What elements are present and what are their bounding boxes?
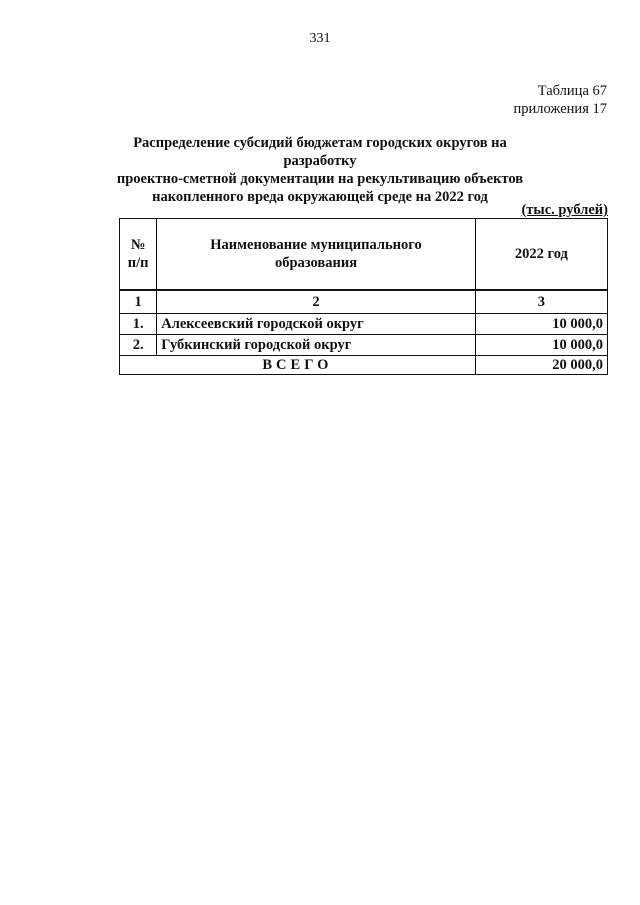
column-index-1: 1: [120, 290, 157, 314]
column-index-row: [120, 290, 608, 314]
subsidies-table: [119, 218, 608, 375]
municipality-name: Губкинский городской округ: [157, 335, 476, 356]
column-index-2: 2: [157, 290, 476, 314]
header-row: [120, 219, 608, 291]
units-label: (тыс. рублей): [521, 202, 608, 218]
table-reference-line1: Таблица 67: [537, 83, 607, 99]
table-row: [120, 335, 608, 356]
document-title: [100, 134, 540, 206]
document-title-line2: проектно-сметной документации на рекультивацию объектов: [116, 171, 524, 187]
total-row: [120, 356, 608, 375]
header-name: [157, 219, 476, 291]
total-label: ВСЕГО: [120, 356, 476, 375]
total-value: 20 000,0: [475, 356, 607, 375]
table-reference: [514, 82, 607, 118]
row-number: 1.: [120, 314, 157, 335]
page-number: 331: [309, 31, 331, 46]
document-title-line3: накопленного вреда окружающей среде на 2022 год: [152, 189, 488, 205]
subsidy-value: 10 000,0: [475, 314, 607, 335]
column-index-3: 3: [475, 290, 607, 314]
subsidy-value: 10 000,0: [475, 335, 607, 356]
municipality-name: Алексеевский городской округ: [157, 314, 476, 335]
document-title-line1: Распределение субсидий бюджетам городских округов на разработку: [133, 135, 507, 169]
header-year: 2022 год: [475, 219, 607, 291]
header-num-line2: п/п: [127, 255, 149, 271]
header-num-line1: №: [130, 237, 146, 253]
table-reference-line2: приложения 17: [513, 101, 607, 117]
row-number: 2.: [120, 335, 157, 356]
table-row: [120, 314, 608, 335]
header-name-line1: Наименование муниципального: [210, 237, 422, 253]
header-name-line2: образования: [274, 255, 358, 271]
header-num: [120, 219, 157, 291]
